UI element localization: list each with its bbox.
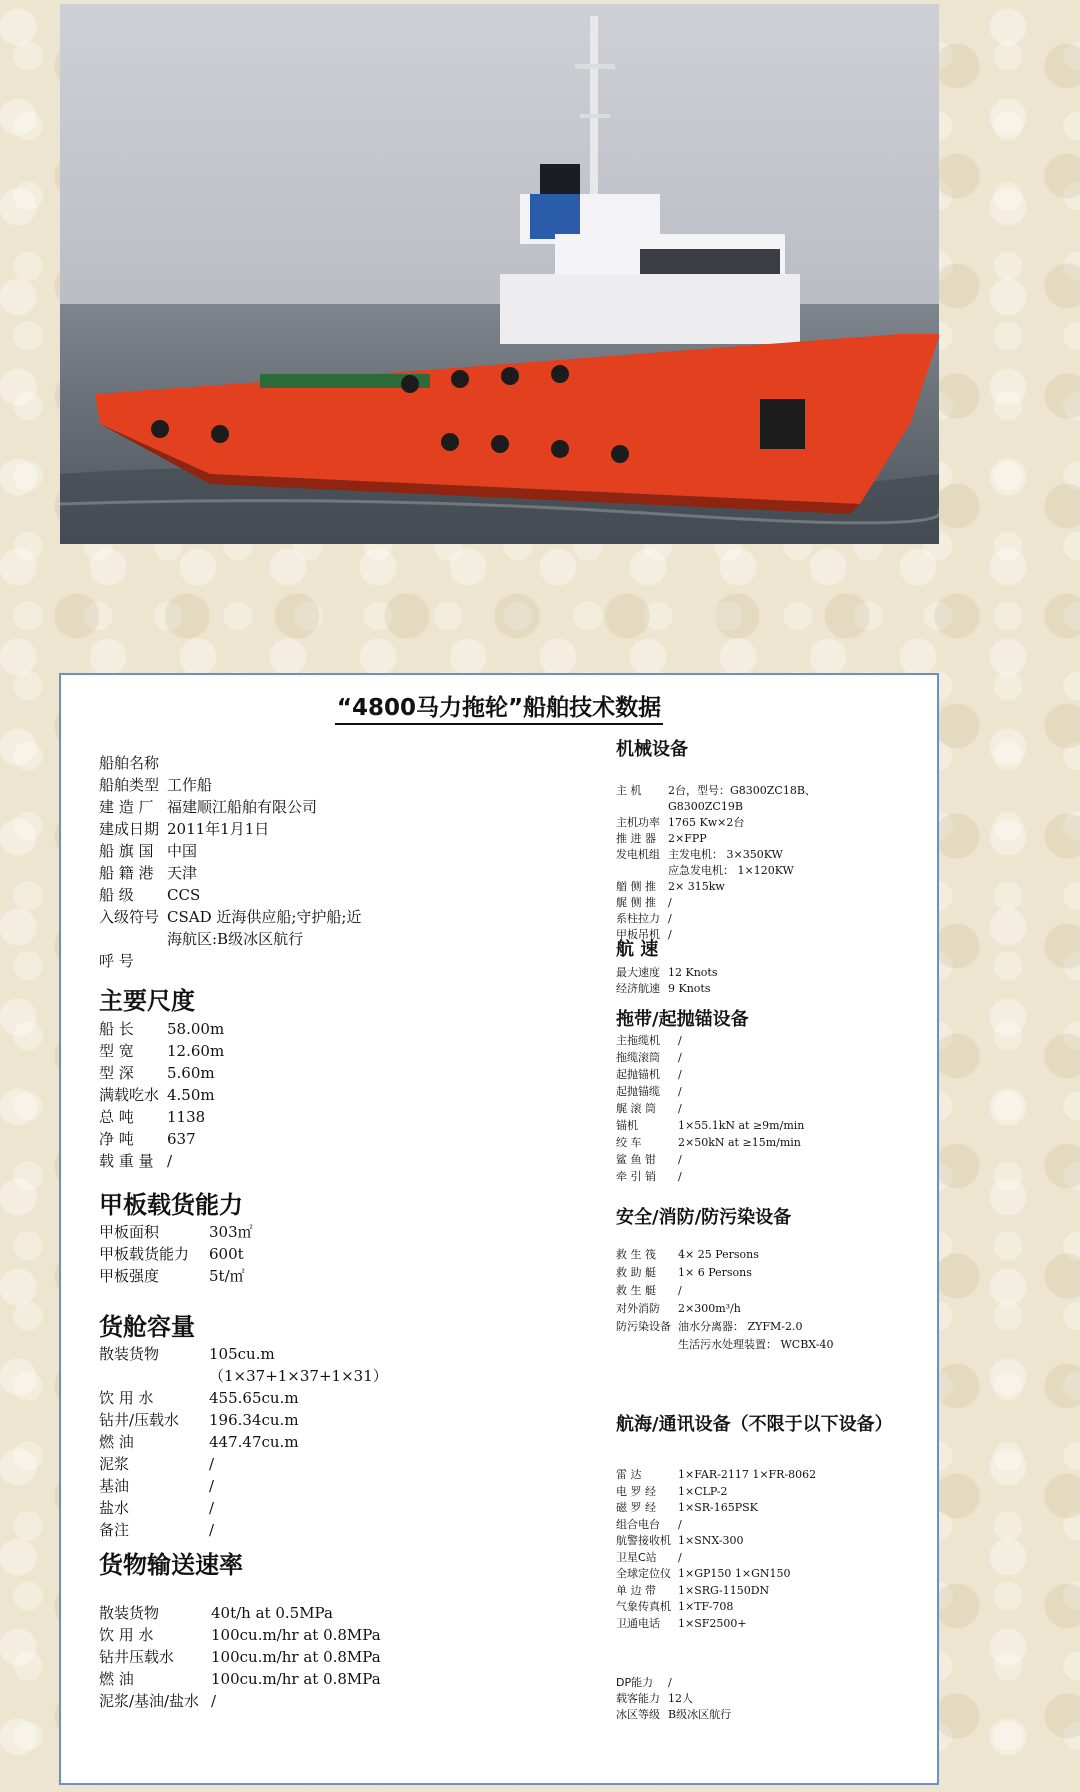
spec-value: CCS xyxy=(167,886,201,904)
spec-row xyxy=(616,1550,682,1565)
spec-value: （1×37+1×37+1×31） xyxy=(209,1367,388,1385)
spec-value: 应急发电机： 1×120KW xyxy=(668,864,794,877)
spec-row xyxy=(99,797,317,817)
section-title-deck: 甲板载货能力 xyxy=(99,1191,243,1219)
spec-label: 型 宽 xyxy=(99,1042,134,1060)
spec-label: 最大速度 xyxy=(616,966,660,979)
spec-value: 1×FAR-2117 1×FR-8062 xyxy=(678,1468,817,1481)
spec-value: 4× 25 Persons xyxy=(678,1248,759,1261)
spec-row xyxy=(99,863,197,883)
spec-value: B级冰区航行 xyxy=(668,1708,732,1721)
spec-row xyxy=(616,1301,741,1316)
spec-label: 甲板强度 xyxy=(99,1267,160,1285)
spec-row xyxy=(99,1085,215,1105)
spec-row xyxy=(616,965,717,980)
spec-label: 主拖缆机 xyxy=(616,1034,660,1047)
spec-label: 拖缆滚筒 xyxy=(616,1051,660,1064)
spec-value: 福建顺江船舶有限公司 xyxy=(167,798,318,816)
spec-row xyxy=(616,1566,791,1581)
spec-row xyxy=(616,1533,744,1548)
spec-row xyxy=(99,1647,381,1667)
spec-row xyxy=(99,819,269,839)
spec-value: 455.65cu.m xyxy=(209,1389,299,1407)
spec-value: 2×50kN at ≥15m/min xyxy=(678,1136,801,1149)
spec-row xyxy=(616,1500,758,1515)
spec-row xyxy=(99,1344,275,1364)
spec-value: / xyxy=(678,1068,682,1081)
spec-row xyxy=(99,1019,224,1039)
spec-row xyxy=(99,1520,214,1540)
spec-row xyxy=(616,911,672,926)
spec-value: G8300ZC19B xyxy=(668,800,743,813)
spec-value: 100cu.m/hr at 0.8MPa xyxy=(211,1626,381,1644)
spec-value: 303㎡ xyxy=(209,1223,253,1241)
spec-label: 甲板吊机 xyxy=(616,928,660,941)
spec-row xyxy=(99,1625,381,1645)
spec-row xyxy=(99,1129,196,1149)
spec-value: / xyxy=(678,1034,682,1047)
spec-value: 600t xyxy=(209,1245,244,1263)
spec-value: 1138 xyxy=(167,1108,206,1126)
spec-value: 447.47cu.m xyxy=(209,1433,299,1451)
spec-value: 5t/㎡ xyxy=(209,1267,245,1285)
spec-label: 船舶名称 xyxy=(99,754,160,772)
spec-row xyxy=(99,1366,388,1386)
spec-value: / xyxy=(678,1153,682,1166)
spec-label: 建 造 厂 xyxy=(99,798,154,816)
spec-label: 救 生 艇 xyxy=(616,1284,656,1297)
spec-row xyxy=(99,775,212,795)
spec-label: 鲨 鱼 钳 xyxy=(616,1153,656,1166)
spec-label: 经济航速 xyxy=(616,982,660,995)
spec-value: / xyxy=(209,1499,215,1517)
spec-row xyxy=(99,841,197,861)
spec-label: 载客能力 xyxy=(616,1692,660,1705)
spec-label: 建成日期 xyxy=(99,820,160,838)
spec-label: 钻井压载水 xyxy=(99,1648,175,1666)
spec-value: / xyxy=(678,1284,682,1297)
spec-row xyxy=(99,753,167,773)
spec-value: 1×SR-165PSK xyxy=(678,1501,758,1514)
spec-label: 船 长 xyxy=(99,1020,134,1038)
spec-value: 油水分离器： ZYFM-2.0 xyxy=(678,1320,803,1333)
spec-label: 入级符号 xyxy=(99,908,160,926)
spec-label: 备注 xyxy=(99,1521,130,1539)
spec-label: 气象传真机 xyxy=(616,1600,671,1613)
spec-row xyxy=(99,1063,215,1083)
spec-row xyxy=(616,879,725,894)
spec-row xyxy=(616,1691,693,1706)
spec-value: 5.60m xyxy=(167,1064,215,1082)
spec-value: 主发电机： 3×350KW xyxy=(668,848,783,861)
spec-row xyxy=(616,1467,816,1482)
spec-row xyxy=(616,863,794,878)
spec-row xyxy=(616,1101,682,1116)
spec-value: / xyxy=(668,1676,672,1689)
spec-row xyxy=(99,1107,205,1127)
spec-label: 防污染设备 xyxy=(616,1320,671,1333)
spec-value: 12 Knots xyxy=(668,966,718,979)
spec-row xyxy=(99,1454,214,1474)
spec-label: 艏 侧 推 xyxy=(616,880,656,893)
spec-row xyxy=(616,1707,731,1722)
spec-row xyxy=(99,1410,299,1430)
spec-value: 1× 6 Persons xyxy=(678,1266,752,1279)
spec-value: / xyxy=(209,1521,215,1539)
spec-label: 磁 罗 经 xyxy=(616,1501,656,1514)
spec-label: 全球定位仪 xyxy=(616,1567,671,1580)
spec-label: 主 机 xyxy=(616,784,642,797)
spec-row xyxy=(616,1616,747,1631)
spec-value: / xyxy=(678,1550,682,1564)
spec-value: 生活污水处理装置： WCBX-40 xyxy=(678,1338,834,1351)
spec-row xyxy=(99,1041,224,1061)
section-title-machinery: 机械设备 xyxy=(616,739,688,760)
spec-row xyxy=(616,831,707,846)
spec-label: 推 进 器 xyxy=(616,832,656,845)
spec-value: / xyxy=(668,928,672,941)
spec-row xyxy=(99,1388,299,1408)
spec-row xyxy=(616,1484,727,1499)
spec-row xyxy=(99,907,362,927)
spec-label: 散装货物 xyxy=(99,1604,160,1622)
spec-label: 载 重 量 xyxy=(99,1152,154,1170)
spec-row xyxy=(616,1675,672,1690)
spec-label: 船 旗 国 xyxy=(99,842,154,860)
spec-label: 雷 达 xyxy=(616,1468,642,1481)
spec-value: 4.50m xyxy=(167,1086,215,1104)
spec-label: 卫星C站 xyxy=(616,1550,657,1564)
spec-label: DP能力 xyxy=(616,1676,654,1689)
spec-value: / xyxy=(209,1477,215,1495)
spec-value: 中国 xyxy=(167,842,198,860)
spec-value: 2×FPP xyxy=(668,832,707,845)
spec-value: 1×TF-708 xyxy=(678,1600,734,1613)
spec-label: 净 吨 xyxy=(99,1130,134,1148)
spec-label: 锚机 xyxy=(616,1119,638,1132)
spec-row xyxy=(616,1283,682,1298)
spec-value: 2台，型号：G8300ZC18B、 xyxy=(668,784,816,797)
spec-value: 2011年1月1日 xyxy=(167,820,270,838)
spec-row xyxy=(616,1337,833,1352)
spec-label: 饮 用 水 xyxy=(99,1389,154,1407)
spec-value: 1×GP150 1×GN150 xyxy=(678,1567,791,1580)
spec-value: 105cu.m xyxy=(209,1345,275,1363)
spec-row xyxy=(616,783,816,798)
spec-value: / xyxy=(678,1170,682,1183)
spec-value: 12.60m xyxy=(167,1042,225,1060)
spec-row xyxy=(99,1151,172,1171)
spec-row xyxy=(99,1603,333,1623)
spec-row xyxy=(99,1222,253,1242)
spec-value: / xyxy=(678,1051,682,1064)
spec-label: 钻井/压载水 xyxy=(99,1411,180,1429)
spec-label: 对外消防 xyxy=(616,1302,660,1315)
spec-label: 燃 油 xyxy=(99,1670,134,1688)
spec-label: 单 边 带 xyxy=(616,1583,656,1597)
spec-value: / xyxy=(668,896,672,909)
spec-row xyxy=(99,1476,214,1496)
spec-value: / xyxy=(668,912,672,925)
spec-row xyxy=(99,1498,214,1518)
spec-label: 总 吨 xyxy=(99,1108,134,1126)
spec-row xyxy=(616,1152,682,1167)
spec-value: 工作船 xyxy=(167,776,213,794)
spec-value: 1×SNX-300 xyxy=(678,1534,744,1547)
spec-row xyxy=(616,1067,682,1082)
spec-value: 1×55.1kN at ≥9m/min xyxy=(678,1119,805,1132)
section-title-transfer: 货物输送速率 xyxy=(99,1551,243,1579)
spec-label: 牵 引 销 xyxy=(616,1170,656,1183)
spec-label: 发电机组 xyxy=(616,848,660,861)
spec-label: 电 罗 经 xyxy=(616,1484,656,1498)
spec-label: 基油 xyxy=(99,1477,130,1495)
spec-value: / xyxy=(211,1692,217,1710)
spec-row xyxy=(616,1583,769,1598)
spec-label: 组合电台 xyxy=(616,1517,660,1531)
spec-row xyxy=(99,1691,216,1711)
spec-label: 饮 用 水 xyxy=(99,1626,154,1644)
spec-label: 甲板面积 xyxy=(99,1223,160,1241)
spec-value: 1×SF2500+ xyxy=(678,1616,747,1630)
spec-label: 型 深 xyxy=(99,1064,134,1082)
spec-row xyxy=(616,1319,803,1334)
spec-row xyxy=(616,1135,801,1150)
tech-data-sheet xyxy=(59,673,939,1785)
spec-row xyxy=(99,1432,299,1452)
spec-row xyxy=(616,1265,752,1280)
spec-value: / xyxy=(209,1455,215,1473)
spec-label: 燃 油 xyxy=(99,1433,134,1451)
spec-value: / xyxy=(678,1517,682,1531)
spec-value: 2× 315kw xyxy=(668,880,725,893)
spec-row xyxy=(616,1118,804,1133)
spec-label: 甲板载货能力 xyxy=(99,1245,190,1263)
section-title-navigation: 航海/通讯设备（不限于以下设备） xyxy=(616,1414,893,1435)
spec-value: 天津 xyxy=(167,864,198,882)
spec-label: 艉 侧 推 xyxy=(616,896,656,909)
spec-value: 100cu.m/hr at 0.8MPa xyxy=(211,1648,381,1666)
spec-value: 海航区:B级冰区航行 xyxy=(167,930,304,948)
spec-label: 呼 号 xyxy=(99,952,134,970)
spec-label: 艉 滚 筒 xyxy=(616,1102,656,1115)
spec-label: 泥浆 xyxy=(99,1455,130,1473)
spec-label: 卫通电话 xyxy=(616,1616,660,1630)
spec-row xyxy=(616,847,783,862)
spec-row xyxy=(616,981,711,996)
tugboat-image xyxy=(60,4,939,544)
section-title-towing: 拖带/起抛锚设备 xyxy=(616,1009,749,1030)
spec-row xyxy=(616,815,744,830)
spec-label: 起抛锚缆 xyxy=(616,1085,660,1098)
spec-label: 绞 车 xyxy=(616,1136,642,1149)
spec-value: / xyxy=(167,1152,173,1170)
spec-value: 637 xyxy=(167,1130,196,1148)
spec-row xyxy=(616,799,743,814)
spec-value: / xyxy=(678,1085,682,1098)
spec-label: 船 籍 港 xyxy=(99,864,154,882)
section-title-speed: 航 速 xyxy=(616,939,659,960)
spec-label: 救 生 筏 xyxy=(616,1248,656,1261)
spec-row xyxy=(616,1084,682,1099)
spec-row xyxy=(99,951,167,971)
spec-row xyxy=(99,885,200,905)
spec-label: 泥浆/基油/盐水 xyxy=(99,1692,200,1710)
spec-label: 系柱拉力 xyxy=(616,912,660,925)
document-title: “4800马力拖轮”船舶技术数据 xyxy=(61,689,937,722)
spec-row xyxy=(99,929,303,949)
spec-label: 救 助 艇 xyxy=(616,1266,656,1279)
vessel-photo xyxy=(60,4,939,544)
spec-row xyxy=(99,1266,245,1286)
spec-label: 冰区等级 xyxy=(616,1708,660,1721)
spec-row xyxy=(99,1669,381,1689)
spec-value: 12人 xyxy=(668,1692,693,1705)
spec-value: 9 Knots xyxy=(668,982,711,995)
spec-value: 40t/h at 0.5MPa xyxy=(211,1604,333,1622)
spec-value: 100cu.m/hr at 0.8MPa xyxy=(211,1670,381,1688)
spec-row xyxy=(616,1517,682,1532)
section-title-hold: 货舱容量 xyxy=(99,1313,195,1341)
spec-label: 船 级 xyxy=(99,886,134,904)
spec-value: / xyxy=(678,1102,682,1115)
spec-value: 2×300m³/h xyxy=(678,1302,741,1315)
section-title-safety: 安全/消防/防污染设备 xyxy=(616,1207,792,1228)
spec-row xyxy=(616,895,672,910)
spec-row xyxy=(616,1033,682,1048)
spec-value: 196.34cu.m xyxy=(209,1411,299,1429)
spec-row xyxy=(99,1244,244,1264)
spec-label: 船舶类型 xyxy=(99,776,160,794)
section-title-dimensions: 主要尺度 xyxy=(99,987,195,1015)
spec-value: 1×CLP-2 xyxy=(678,1484,728,1498)
spec-value: 1765 Kw×2台 xyxy=(668,816,745,829)
spec-row xyxy=(616,1247,759,1262)
spec-label: 满载吃水 xyxy=(99,1086,160,1104)
spec-label: 主机功率 xyxy=(616,816,660,829)
spec-value: 58.00m xyxy=(167,1020,225,1038)
spec-value: CSAD 近海供应船;守护船;近 xyxy=(167,908,362,926)
spec-label: 盐水 xyxy=(99,1499,130,1517)
spec-row xyxy=(616,1599,733,1614)
spec-label: 散装货物 xyxy=(99,1345,160,1363)
spec-label: 起抛锚机 xyxy=(616,1068,660,1081)
spec-row xyxy=(616,1050,682,1065)
spec-value: 1×SRG-1150DN xyxy=(678,1583,770,1597)
spec-label: 航警接收机 xyxy=(616,1534,671,1547)
spec-row xyxy=(616,1169,682,1184)
